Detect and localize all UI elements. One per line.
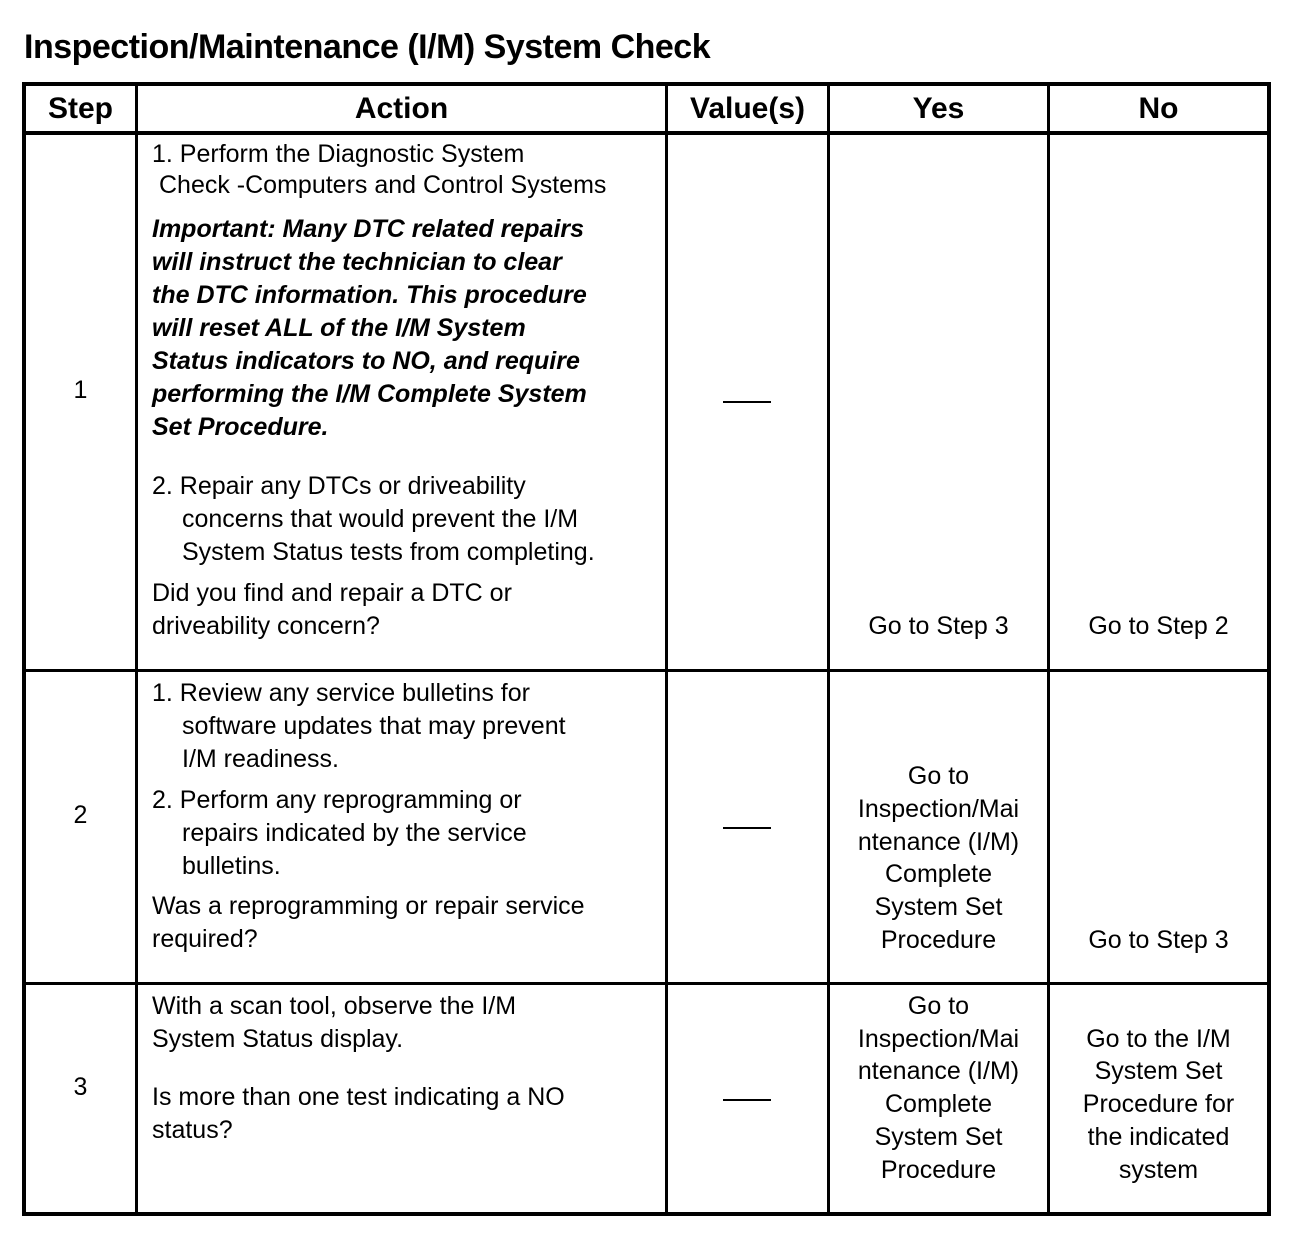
column-divider — [665, 82, 668, 1216]
header-action: Action — [354, 92, 449, 125]
page-title: Inspection/Maintenance (I/M) System Check — [24, 28, 711, 66]
header-step: Step — [47, 92, 113, 125]
yes-result: Go to — [907, 992, 970, 1020]
action-item: repairs indicated by the service — [182, 819, 527, 847]
yes-result: Go to Step 3 — [868, 612, 1009, 640]
no-result: Go to the I/M — [1086, 1025, 1231, 1053]
yes-result: System Set — [874, 1123, 1003, 1151]
action-question: status? — [152, 1116, 233, 1144]
value-dash — [723, 1099, 771, 1101]
action-item: System Status tests from completing. — [182, 538, 595, 566]
yes-result: ntenance (I/M) — [857, 1057, 1020, 1085]
yes-result: System Set — [874, 893, 1003, 921]
action-item: 2. Repair any DTCs or driveability — [152, 472, 526, 500]
important-note: will reset ALL of the I/M System — [152, 314, 526, 342]
important-note: Important: Many DTC related repairs — [152, 215, 585, 243]
no-result: the indicated — [1087, 1123, 1230, 1151]
yes-result: Inspection/Mai — [857, 795, 1020, 823]
column-divider — [135, 82, 138, 1216]
action-item: System Status display. — [152, 1025, 404, 1053]
action-item: 2. Perform any reprogramming or — [152, 786, 522, 814]
yes-result: Procedure — [880, 1156, 997, 1184]
header-yes: Yes — [912, 92, 965, 125]
action-item: 1. Review any service bulletins for — [152, 679, 530, 707]
action-item: With a scan tool, observe the I/M — [152, 992, 517, 1020]
header-no: No — [1138, 92, 1179, 125]
yes-result: Complete — [885, 860, 992, 888]
important-note: Set Procedure. — [152, 413, 329, 441]
header-values: Value(s) — [689, 92, 806, 125]
action-item: I/M readiness. — [182, 745, 340, 773]
action-item: 1. Perform the Diagnostic System — [152, 140, 525, 168]
action-item: bulletins. — [182, 852, 281, 880]
action-item: Check -Computers and Control Systems — [159, 171, 607, 199]
yes-result: Go to — [907, 762, 970, 790]
no-result: Go to Step 3 — [1088, 926, 1229, 954]
no-result: Go to Step 2 — [1088, 612, 1229, 640]
step-number: 1 — [73, 376, 88, 404]
yes-result: Procedure — [880, 926, 997, 954]
important-note: the DTC information. This procedure — [152, 281, 587, 309]
yes-result: ntenance (I/M) — [857, 828, 1020, 856]
action-item: concerns that would prevent the I/M — [182, 505, 579, 533]
row-divider — [22, 669, 1271, 672]
value-dash — [723, 401, 771, 403]
step-number: 2 — [73, 801, 88, 829]
action-question: Is more than one test indicating a NO — [152, 1083, 565, 1111]
yes-result: Complete — [885, 1090, 992, 1118]
action-question: Was a reprogramming or repair service — [152, 892, 585, 920]
no-result: Procedure for — [1082, 1090, 1235, 1118]
no-result: System Set — [1094, 1057, 1223, 1085]
important-note: performing the I/M Complete System — [152, 380, 587, 408]
action-question: driveability concern? — [152, 612, 380, 640]
value-dash — [723, 827, 771, 829]
action-question: required? — [152, 925, 258, 953]
action-question: Did you find and repair a DTC or — [152, 579, 512, 607]
important-note: will instruct the technician to clear — [152, 248, 562, 276]
row-divider — [22, 982, 1271, 985]
yes-result: Inspection/Mai — [857, 1025, 1020, 1053]
important-note: Status indicators to NO, and require — [152, 347, 580, 375]
action-item: software updates that may prevent — [182, 712, 566, 740]
step-number: 3 — [73, 1073, 88, 1101]
no-result: system — [1118, 1156, 1199, 1184]
